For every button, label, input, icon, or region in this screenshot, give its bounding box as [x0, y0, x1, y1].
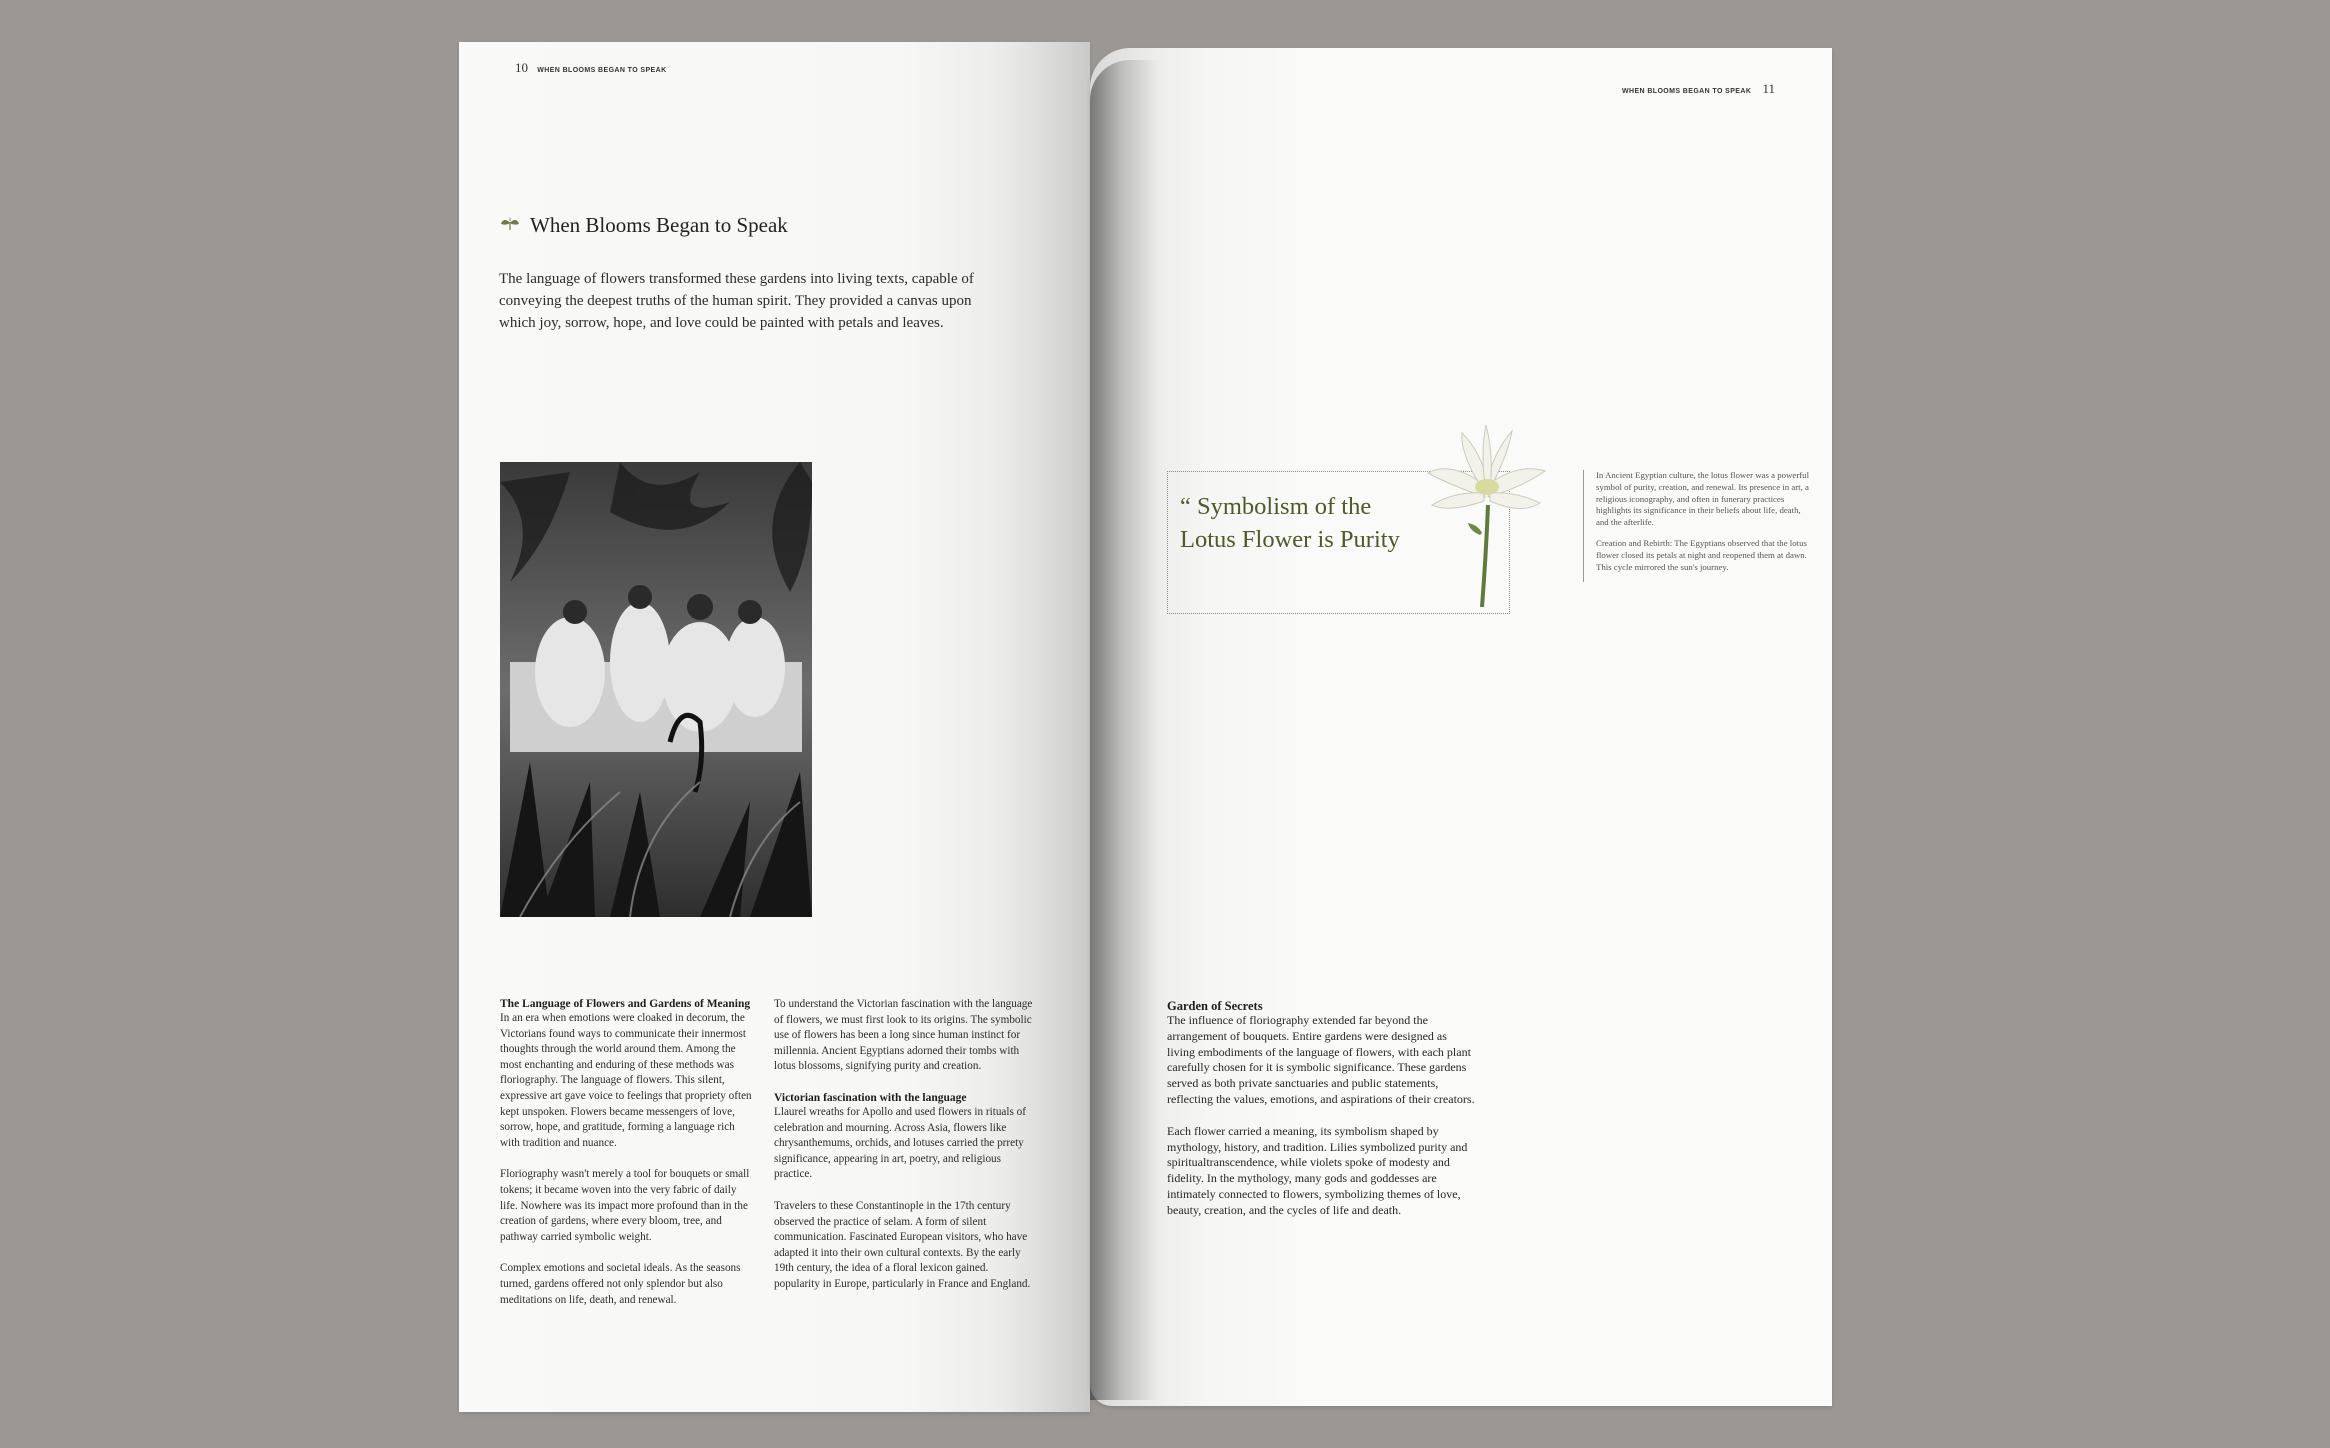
leaf-ornament-icon: [500, 215, 520, 236]
title-text: When Blooms Began to Speak: [530, 213, 788, 237]
page-number: 11: [1762, 81, 1776, 96]
running-head: WHEN BLOOMS BEGAN TO SPEAK: [1622, 88, 1752, 95]
paragraph: Llaurel wreaths for Apollo and used flowers in rituals of celebration and mourning. Across Asia, flowers like chrysanthemums, orchids, and lotuses carried the prrety significance, appearing in art, poetry, and religious practice.: [774, 1105, 1026, 1181]
garden-of-secrets-section: [1167, 999, 1477, 1235]
side-note: [1583, 470, 1814, 582]
right-folio: [1622, 81, 1775, 97]
paragraph: Floriography wasn't merely a tool for bouquets or small tokens; it became woven into the very fabric of daily life. Nowhere was its impact more profound than in the creation of gardens, where every bloom, tree, and pathway carried symbolic weight.: [500, 1168, 750, 1243]
paragraph: The influence of floriography extended far beyond the arrangement of bouquets. Entire gardens were designed as living embodiments of the language of flowers, with each plant carefully chosen for it is symbolic significance. These gardens served as both private sanctuaries and public statements, reflecting the values, emotions, and aspirations of their creators.: [1167, 1013, 1475, 1106]
section-heading: Victorian fascination with the language: [774, 1091, 967, 1104]
paragraph: Complex emotions and societal ideals. As the seasons turned, gardens offered not only splendor but also meditations on life, death, and renewal.: [500, 1262, 741, 1306]
paragraph: Creation and Rebirth: The Egyptians observed that the lotus flower closed its petals at night and reopened them at dawn. This cycle mirrored the sun's journey.: [1596, 537, 1807, 572]
page-number: 10: [515, 60, 528, 75]
section-heading: Garden of Secrets: [1167, 999, 1263, 1013]
vintage-photo: [500, 462, 812, 917]
lotus-flower-illustration: [1410, 425, 1560, 610]
page-title: [500, 213, 788, 238]
paragraph: Travelers to these Constantinople in the 17th century observed the practice of selam. A form of silent communication. Fascinated European visitors, who have adapted it into their own cultural contexts. By the early 19th century, the idea of a floral lexicon gained. popularity in Europe, particularly in France and England.: [774, 1199, 1031, 1290]
paragraph: In Ancient Egyptian culture, the lotus flower was a powerful symbol of purity, creation, and renewal. Its presence in art, a religious iconography, and often in funerary practices highlights its significance in their beliefs about life, death, and the afterlife.: [1596, 470, 1810, 528]
section-heading: The Language of Flowers and Gardens of Meaning: [500, 998, 751, 1010]
left-folio: [515, 60, 667, 76]
text-column-1: [500, 997, 755, 1324]
paragraph: To understand the Victorian fascination with the language of flowers, we must first look to its origins. The symbolic use of flowers has been a long since human instinct for millennia. Ancient Egyptians adorned their tombs with lotus blossoms, signifying purity and creation.: [774, 998, 1033, 1073]
paragraph: In an era when emotions were cloaked in decorum, the Victorians found ways to communicate their innermost thoughts through the world around them. Among the most enchanting and enduring of these methods was floriography. The language of flowers. This silent, expressive art gave voice to feelings that propriety often kept unspoken. Flowers became messengers of love, sorrow, hope, and gratitude, forming a language rich with tradition and nuance.: [500, 1012, 752, 1149]
running-head: WHEN BLOOMS BEGAN TO SPEAK: [537, 67, 667, 74]
pull-quote: “ Symbolism of the Lotus Flower is Purity: [1180, 493, 1400, 553]
paragraph: Each flower carried a meaning, its symbolism shaped by mythology, history, and tradition. Lilies symbolized purity and spiritualtranscendence, while violets spoke of modesty and fidelity. In the mythology, many gods and goddesses are intimately connected to flowers, symbolizing themes of love, beauty, creation, and the cycles of life and death.: [1167, 1123, 1468, 1217]
text-column-2: [774, 997, 1034, 1309]
lead-paragraph: The language of flowers transformed these gardens into living texts, capable of conveying the deepest truths of the human spirit. They provided a canvas upon which joy, sorrow, hope, and love could be painted with petals and leaves.: [499, 271, 974, 331]
gutter-shadow: [1090, 60, 1160, 1400]
